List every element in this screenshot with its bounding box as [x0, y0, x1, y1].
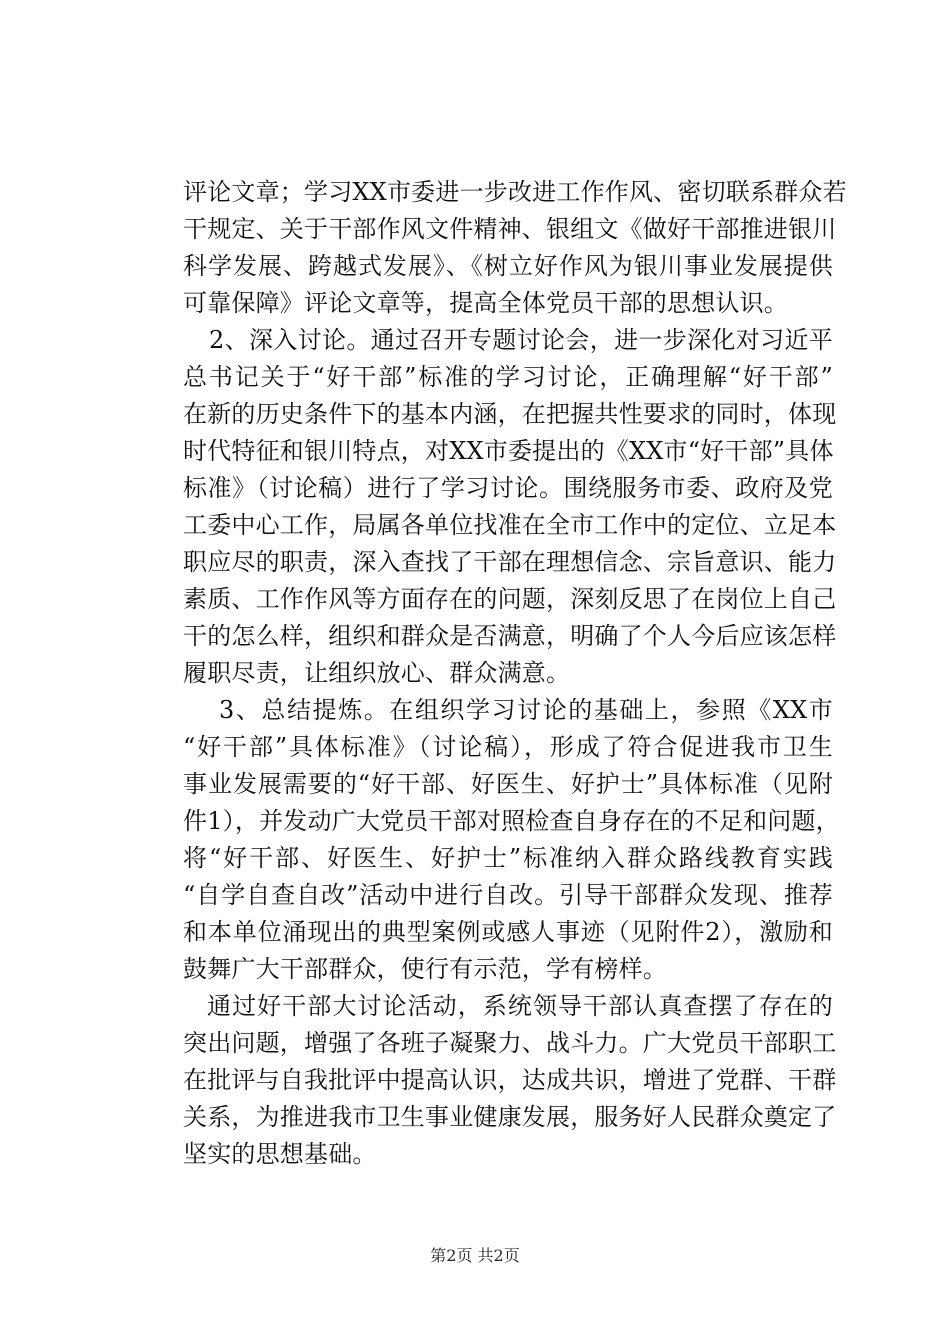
- text-line: 突出问题，增强了各班子凝聚力、战斗力。广大党员干部职工: [183, 1029, 837, 1057]
- paragraph-2-start: 2、深入讨论。通过召开专题讨论会，进一步深化对习近平: [209, 326, 833, 354]
- text-line: 坚实的思想基础。: [183, 1140, 377, 1168]
- text-line: “好干部”具体标准》（讨论稿），形成了符合促进我市卫生: [183, 733, 833, 761]
- text-line: 干的怎么样，组织和群众是否满意，明确了个人今后应该怎样: [183, 622, 837, 650]
- text-line: “自学自查自改”活动中进行自改。引导干部群众发现、推荐: [183, 881, 833, 909]
- text-line: 将“好干部、好医生、好护士”标准纳入群众路线教育实践: [183, 844, 833, 872]
- text-line: 关系，为推进我市卫生事业健康发展，服务好人民群众奠定了: [183, 1103, 837, 1131]
- text-line: 时代特征和银川特点，对XX市委提出的《XX市“好干部”具体: [183, 437, 834, 465]
- text-line: 工委中心工作，局属各单位找准在全市工作中的定位、立足本: [183, 511, 837, 539]
- page-number-footer: 第2页 共2页: [430, 1246, 520, 1265]
- text-line: 可靠保障》评论文章等，提高全体党员干部的思想认识。: [183, 289, 788, 317]
- text-line: 科学发展、跨越式发展》、《树立好作风为银川事业发展提供: [183, 252, 833, 280]
- text-line: 事业发展需要的“好干部、好医生、好护士”具体标准（见附: [183, 770, 833, 798]
- text-line: 标准》（讨论稿）进行了学习讨论。围绕服务市委、政府及党: [183, 474, 833, 502]
- text-line: 履职尽责，让组织放心、群众满意。: [183, 659, 571, 687]
- text-line: 职应尽的职责，深入查找了干部在理想信念、宗旨意识、能力: [183, 548, 837, 576]
- document-body: [183, 174, 847, 1173]
- text-line: 评论文章；学习XX市委进一步改进工作作风、密切联系群众若: [183, 178, 847, 206]
- text-line: 和本单位涌现出的典型案例或感人事迹（见附件2），激励和: [183, 918, 833, 946]
- text-line: 在批评与自我批评中提高认识，达成共识，增进了党群、干群: [183, 1066, 837, 1094]
- text-line: 在新的历史条件下的基本内涵，在把握共性要求的同时，体现: [183, 400, 837, 428]
- paragraph-3-start: 3、总结提炼。在组织学习讨论的基础上，参照《XX市: [219, 696, 833, 724]
- text-line: 件1），并发动广大党员干部对照检查自身存在的不足和问题，: [183, 807, 840, 835]
- text-line: 鼓舞广大干部群众，使行有示范，学有榜样。: [183, 955, 667, 983]
- text-line: 素质、工作作风等方面存在的问题，深刻反思了在岗位上自己: [183, 585, 837, 613]
- paragraph-4-start: 通过好干部大讨论活动，系统领导干部认真查摆了存在的: [207, 992, 833, 1020]
- text-line: 总书记关于“好干部”标准的学习讨论，正确理解“好干部”: [183, 363, 833, 391]
- text-line: 干规定、关于干部作风文件精神、银组文《做好干部推进银川: [183, 215, 837, 243]
